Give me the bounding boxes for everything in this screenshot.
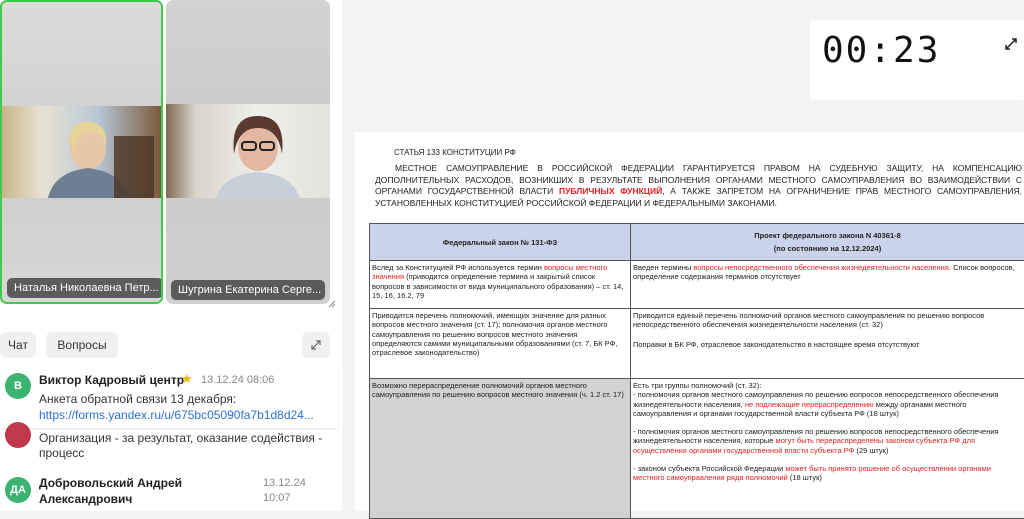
message-time: 13.12.24 08:06 xyxy=(201,374,274,386)
table-cell xyxy=(631,309,1024,379)
cell-text: (18 штук) xyxy=(788,473,822,482)
cell-text: - законом субъекта Российской Федерации xyxy=(633,464,785,473)
expand-chat-button[interactable] xyxy=(302,332,330,358)
participant-video xyxy=(166,104,330,198)
video-tile-1[interactable] xyxy=(0,0,163,304)
table-cell xyxy=(631,379,1024,519)
participant-name-label: Наталья Николаевна Петр... xyxy=(7,278,163,298)
cell-text xyxy=(633,427,1022,455)
header-line: (по состоянию на 12.12.2024) xyxy=(632,244,1023,253)
chat-message xyxy=(0,366,338,428)
video-tile-2[interactable] xyxy=(166,0,330,304)
paragraph-text: МЕСТНОЕ САМОУПРАВЛЕНИЕ В РОССИЙСКОЙ ФЕДЕРАЦИИ ГАРАНТИРУЕТСЯ ПРАВОМ НА СУДЕБНУЮ ЗАЩИТУ, НА КОМПЕНСАЦИЮ ДОПОЛНИТЕЛЬНЫХ РАСХОДОВ, ВОЗНИКШИХ В РЕЗУЛЬТАТЕ ВЫПОЛНЕНИЯ ОРГАНАМИ МЕСТНОГО САМОУПРАВЛЕНИЯ ВО ВЗАИМОДЕЙСТВИИ С ОРГАНАМИ ГОСУДАРСТВЕННОЙ ВЛАСТИ xyxy=(375,163,1022,196)
document-heading: СТАТЬЯ 133 КОНСТИТУЦИИ РФ xyxy=(394,148,516,157)
person-silhouette xyxy=(2,106,161,198)
message-author-cont: Александрович xyxy=(39,492,132,506)
comparison-table xyxy=(369,223,1024,519)
cell-text xyxy=(633,464,1022,483)
cell-text: между органами местного самоуправления и органами государственной власти субъекта РФ (18 штук) xyxy=(633,400,967,418)
cell-text: (29 штук) xyxy=(854,446,888,455)
cell-highlight: вопросы непосредственного обеспечения жизнедеятельности населения xyxy=(693,263,949,272)
document-paragraph xyxy=(375,163,1022,209)
message-author: Добровольский Андрей xyxy=(39,476,182,490)
cell-text: Есть три группы полномочий (ст. 32): xyxy=(633,381,1022,390)
message-text: Анкета обратной связи 13 декабря: xyxy=(39,392,236,407)
cell-highlight: вопросы местного значения xyxy=(372,263,607,281)
participant-name-label: Шугрина Екатерина Серге... xyxy=(171,280,325,300)
table-cell: Возможно перераспределение полномочий органов местного самоуправления по решению вопросов местного значения (ч. 1.2 ст. 17) xyxy=(370,379,631,519)
cell-highlight: не подлежащие перераспределению xyxy=(745,400,874,409)
person-silhouette xyxy=(166,104,330,198)
resize-handle-icon[interactable] xyxy=(328,300,336,308)
table-row xyxy=(370,309,1024,379)
message-text: Организация - за результат, оказание содействия - процесс xyxy=(39,431,329,461)
table-cell xyxy=(631,261,1024,309)
message-time: 10:07 xyxy=(263,492,291,504)
column-header xyxy=(631,224,1024,261)
star-icon: ★ xyxy=(181,371,193,387)
table-row xyxy=(370,379,1024,519)
cell-text: - полномочия органов местного самоуправления по решению вопросов непосредственного обеспечения жизнедеятельности населения, xyxy=(633,390,999,408)
table-header-row xyxy=(370,224,1024,261)
participant-video xyxy=(2,106,161,198)
table-cell: Приводится перечень полномочий, имеющих значение для разных вопросов местного значения (ст. 17); полномочия органов местного самоуправления по решению вопросов местного значения определяются самими муниципальными образованиями (ст. 7, БК РФ, отраслевое законодательство) xyxy=(370,309,631,379)
tab-questions[interactable]: Вопросы xyxy=(46,332,118,358)
paragraph-text: , А ТАКЖЕ ЗАПРЕТОМ НА ОГРАНИЧЕНИЕ ПРАВ МЕСТНОГО САМОУПРАВЛЕНИЯ, УСТАНОВЛЕННЫХ КОНСТИТУЦИЕЙ РОССИЙСКОЙ ФЕДЕРАЦИИ И ФЕДЕРАЛЬНЫМИ ЗАКОНАМИ. xyxy=(375,186,1022,208)
column-header: Федеральный закон № 131-ФЗ xyxy=(370,224,631,261)
fullscreen-icon[interactable] xyxy=(1003,36,1019,52)
avatar: ДА xyxy=(5,477,31,503)
expand-icon xyxy=(302,332,330,358)
avatar: В xyxy=(5,373,31,399)
document-slide xyxy=(355,132,1024,511)
cell-text xyxy=(633,390,1022,418)
cell-text: Вслед за Конституцией РФ используется термин xyxy=(372,263,544,272)
cell-text: Введен термины xyxy=(633,263,693,272)
avatar xyxy=(5,422,31,448)
table-row xyxy=(370,261,1024,309)
message-author: Виктор Кадровый центр xyxy=(39,373,184,387)
cell-text: - полномочия органов местного самоуправления по решению вопросов непосредственного обеспечения жизнедеятельности населения, которые xyxy=(633,427,999,445)
cell-text: Приводится единый перечень полномочий органов местного самоуправления по решению вопросов непосредственного обеспечения жизнедеятельности населения (ст. 32) xyxy=(633,311,1022,330)
cell-text: Поправки в БК РФ, отраслевое законодательство в настоящее время отсутствуют xyxy=(633,340,1022,349)
cell-text: (приводится определение термина и закрытый список вопросов в зависимости от вида муниципального образования) – ст. 14, 15, 16, 16.2, 79 xyxy=(372,272,623,300)
cell-highlight: может быть принято решение об осуществлении органами местного самоуправления ряда полномочий xyxy=(633,464,991,482)
message-date: 13.12.24 xyxy=(263,477,306,489)
paragraph-highlight: ПУБЛИЧНЫХ ФУНКЦИЙ xyxy=(559,186,662,196)
chat-message xyxy=(0,472,338,511)
chat-message xyxy=(0,428,338,470)
timer-display: 00:23 xyxy=(822,30,940,71)
cell-text: . Список вопросов, определение содержания терминов отсутствует xyxy=(633,263,1015,281)
cell-highlight: могут быть перераспределены законом субъекта РФ для осуществления органами государственной власти субъекта РФ xyxy=(633,436,975,454)
tab-chat[interactable]: Чат xyxy=(0,332,36,358)
message-link[interactable]: https://forms.yandex.ru/u/675bc05090fa7b1d8d24... xyxy=(39,408,329,423)
table-cell xyxy=(370,261,631,309)
left-panel xyxy=(0,0,342,511)
header-line: Проект федерального закона N 40361-8 xyxy=(632,231,1023,240)
